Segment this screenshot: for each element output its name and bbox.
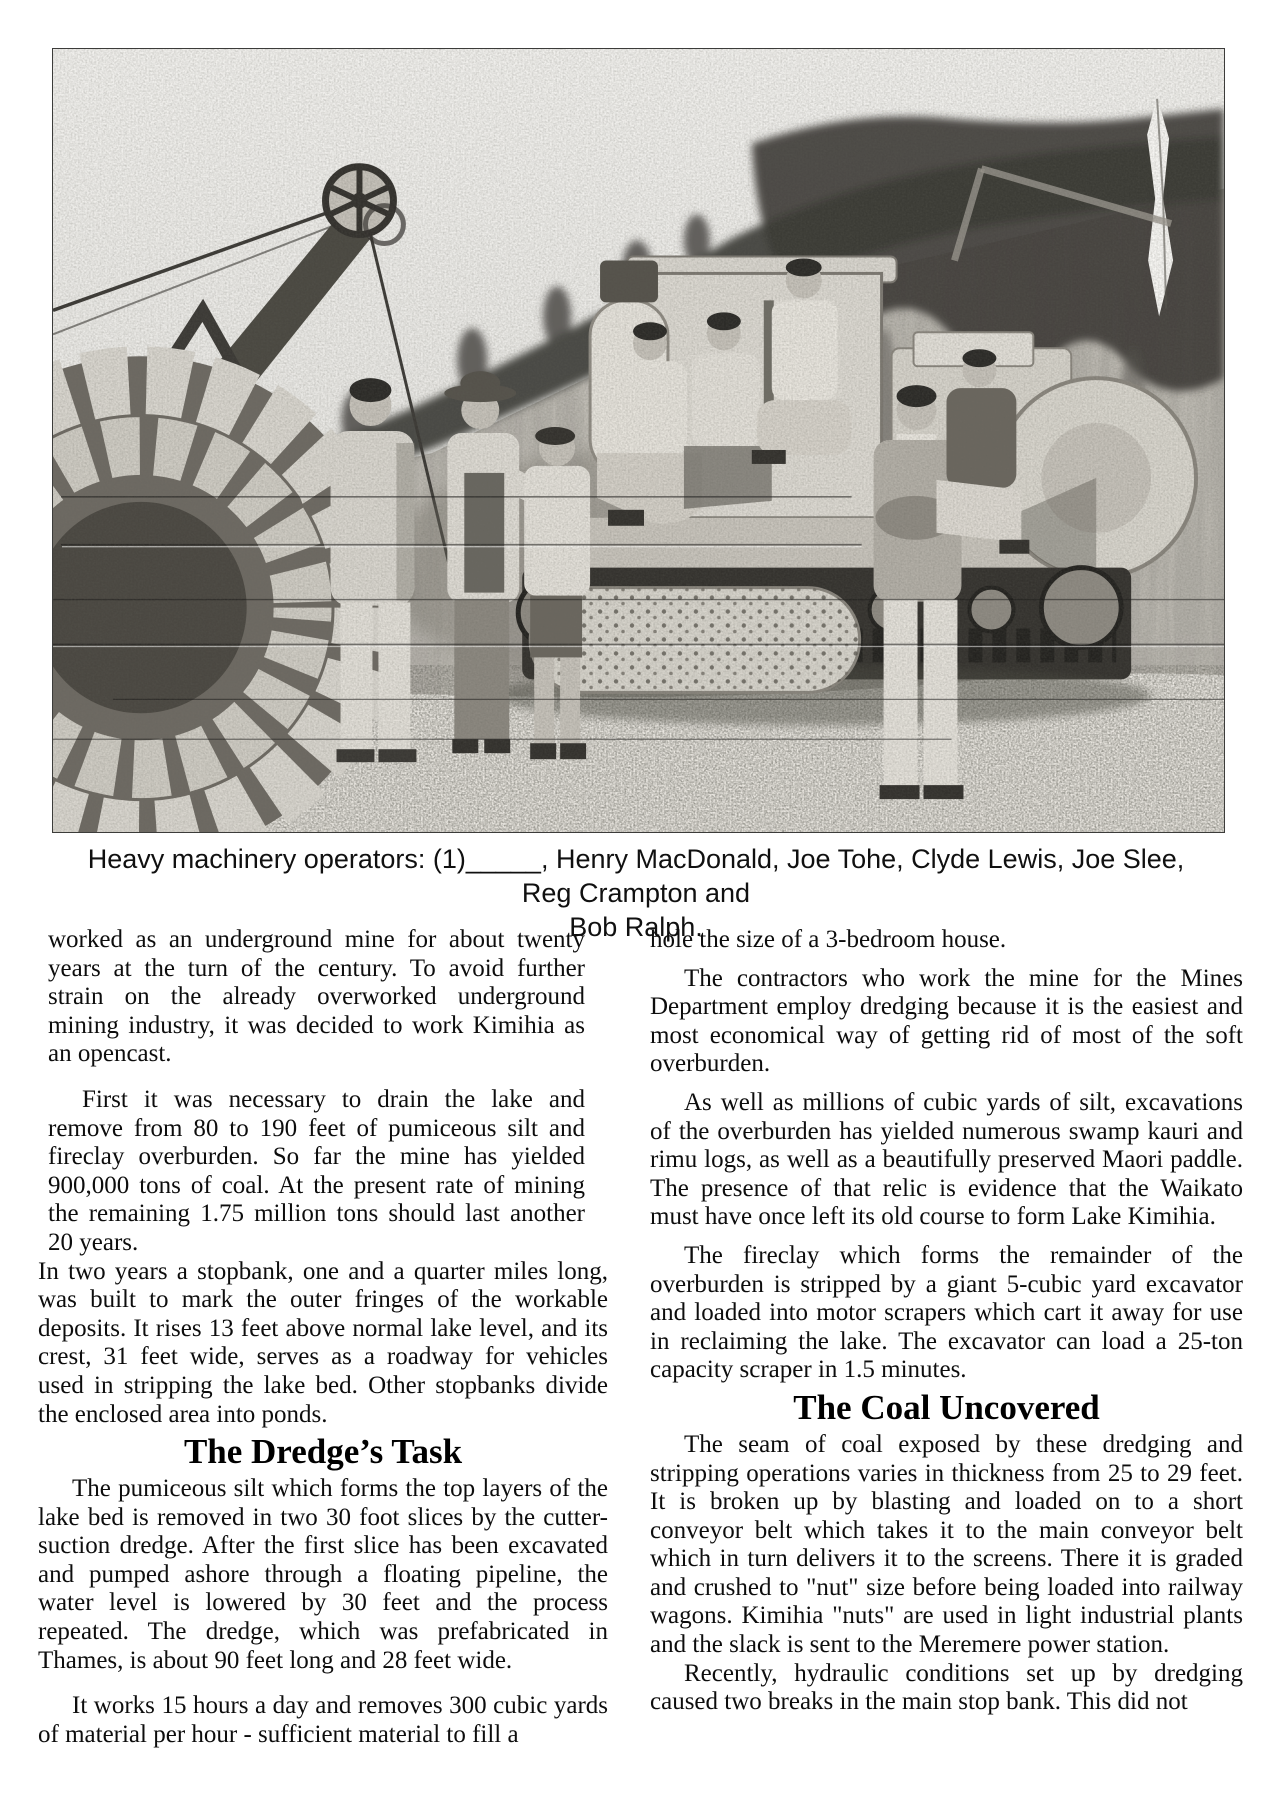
section-heading-dredges-task: The Dredge’s Task [183, 1432, 463, 1472]
photo-caption-line2: Bob Ralph. [569, 912, 703, 942]
article-body [38, 926, 1243, 1749]
paragraph: In two years a stopbank, one and a quarter miles long, was built to mark the outer fringes of the workable deposits. It rises 13 feet above normal lake level, and its crest, 31 feet wide, serves as a roadway for vehicles used in stripping the lake bed. Other stopbanks divide the enclosed area into ponds. [38, 1257, 608, 1428]
photo-illustration [53, 49, 1224, 832]
paragraph: The pumiceous silt which forms the top layers of the lake bed is removed in two 30 foot slices by the cutter-suction dredge. After the first slice has been excavated and pumped ashore through a floating pipeline, the water level is lowered by 30 feet and the process repeated. The dredge, which was prefabricated in Thames, is about 90 feet long and 28 feet wide. [38, 1475, 608, 1674]
paragraph: worked as an underground mine for about twenty years at the turn of the century. To avoid further strain on the already overworked underground mining industry, it was decided to work Kimihia as an opencast. [48, 926, 585, 1068]
paragraph: As well as millions of cubic yards of silt, excavations of the overburden has yielded numerous swamp kauri and rimu logs, as well as a beautifully preserved Maori paddle. The presence of that relic is evidence that the Waikato must have once left its old course to form Lake Kimihia. [650, 1088, 1243, 1231]
photo [52, 48, 1225, 833]
paragraph: The contractors who work the mine for the Mines Department employ dredging because it is the easiest and most economical way of getting rid of most of the soft overburden. [650, 964, 1243, 1078]
film-grain [53, 49, 1224, 832]
paragraph: The seam of coal exposed by these dredging and stripping operations varies in thickness from 25 to 29 feet. It is broken up by blasting and loaded on to a short conveyor belt which takes it to the main conveyor belt which in turn delivers it to the screens. There it is graded and crushed to "nut" size before being loaded into railway wagons. Kimihia "nuts" are used in light industrial plants and the slack is sent to the Meremere power station. [650, 1430, 1243, 1659]
right-column [650, 926, 1243, 1749]
paragraph: hole the size of a 3-bedroom house. [650, 926, 1007, 953]
paragraph: The fireclay which forms the remainder of the overburden is stripped by a giant 5-cubic yard excavator and loaded into motor scrapers which cart it away for use in reclaiming the lake. The excavator can load a 25-ton capacity scraper in 1.5 minutes. [650, 1241, 1243, 1384]
photo-caption-line1: Heavy machinery operators: (1)_____, Henry MacDonald, Joe Tohe, Clyde Lewis, Joe Slee, Reg Crampton and [87, 844, 1185, 908]
paragraph: It works 15 hours a day and removes 300 cubic yards of material per hour - sufficient material to fill a [38, 1692, 608, 1748]
left-column [38, 926, 608, 1749]
paragraph: Recently, hydraulic conditions set up by dredging caused two breaks in the main stop bank. This did not [650, 1659, 1243, 1716]
section-heading-coal-uncovered: The Coal Uncovered [793, 1387, 1100, 1427]
paragraph: First it was necessary to drain the lake and remove from 80 to 190 feet of pumiceous silt and fireclay overburden. So far the mine has yielded 900,000 tons of coal. At the present rate of mining the remaining 1.75 million tons should last another 20 years. [48, 1085, 585, 1256]
